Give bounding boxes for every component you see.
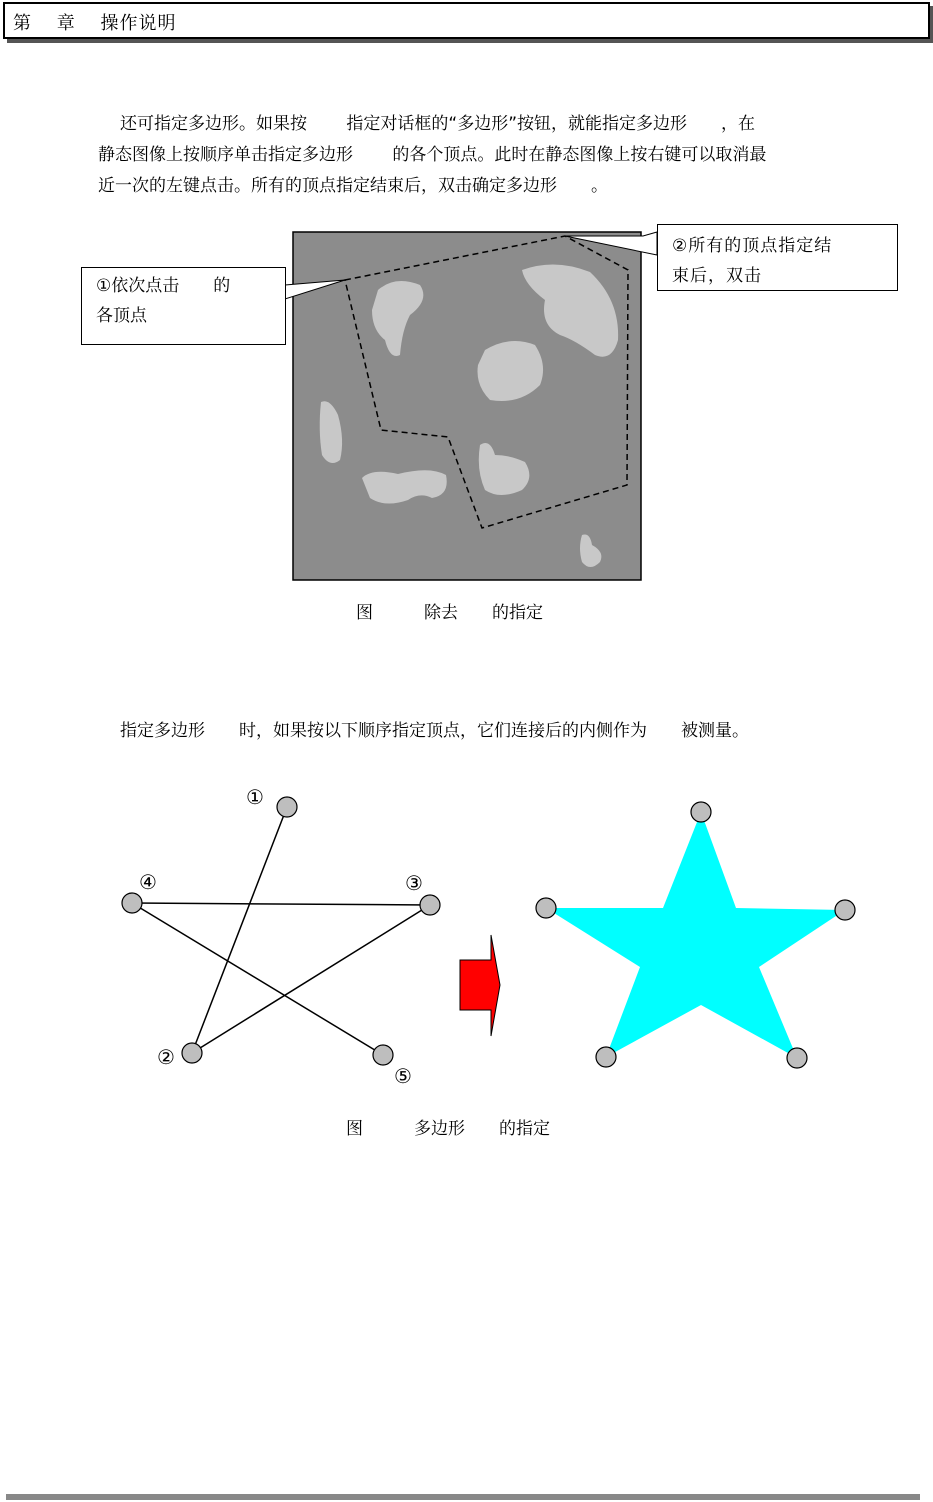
intro-line-2: 静态图像上按顺序单击指定多边形 的各个顶点。此时在静态图像上按右键可以取消最	[98, 145, 767, 165]
callout-left-line-2: 各顶点	[96, 306, 147, 326]
vertex-label-3: ③	[405, 871, 423, 895]
section-title: 操作说明	[100, 13, 177, 34]
figure-1-caption: 图 除去 的指定	[356, 603, 543, 623]
vertex-label-2: ②	[157, 1045, 175, 1069]
figure-2-caption: 图 多边形 的指定	[346, 1119, 550, 1139]
callout-left-line-1: ①依次点击 的	[96, 276, 231, 296]
footer-bar	[6, 1494, 920, 1500]
right-arrow-icon	[460, 935, 500, 1036]
intro-line-1: 还可指定多边形。如果按 指定对话框的“多边形”按钮，就能指定多边形 ，在	[120, 114, 756, 134]
callout-right-line-2: 束后，双击	[672, 266, 762, 286]
vertex-label-5: ⑤	[394, 1064, 412, 1088]
vertex-label-1: ①	[246, 785, 264, 809]
chapter-label: 第	[13, 13, 32, 34]
chapter-label-2: 章	[56, 13, 76, 34]
intro-line-3: 近一次的左键点击。所有的顶点指定结束后，双击确定多边形 。	[98, 176, 608, 196]
vertex-circles	[122, 797, 440, 1065]
vertex-lines	[132, 807, 430, 1055]
vertex-label-4: ④	[139, 870, 157, 894]
callout-right-line-1: ②所有的顶点指定结	[672, 236, 833, 256]
paragraph-2: 指定多边形 时，如果按以下顺序指定顶点，它们连接后的内侧作为 被测量。	[120, 721, 749, 741]
filled-star	[546, 812, 845, 1058]
